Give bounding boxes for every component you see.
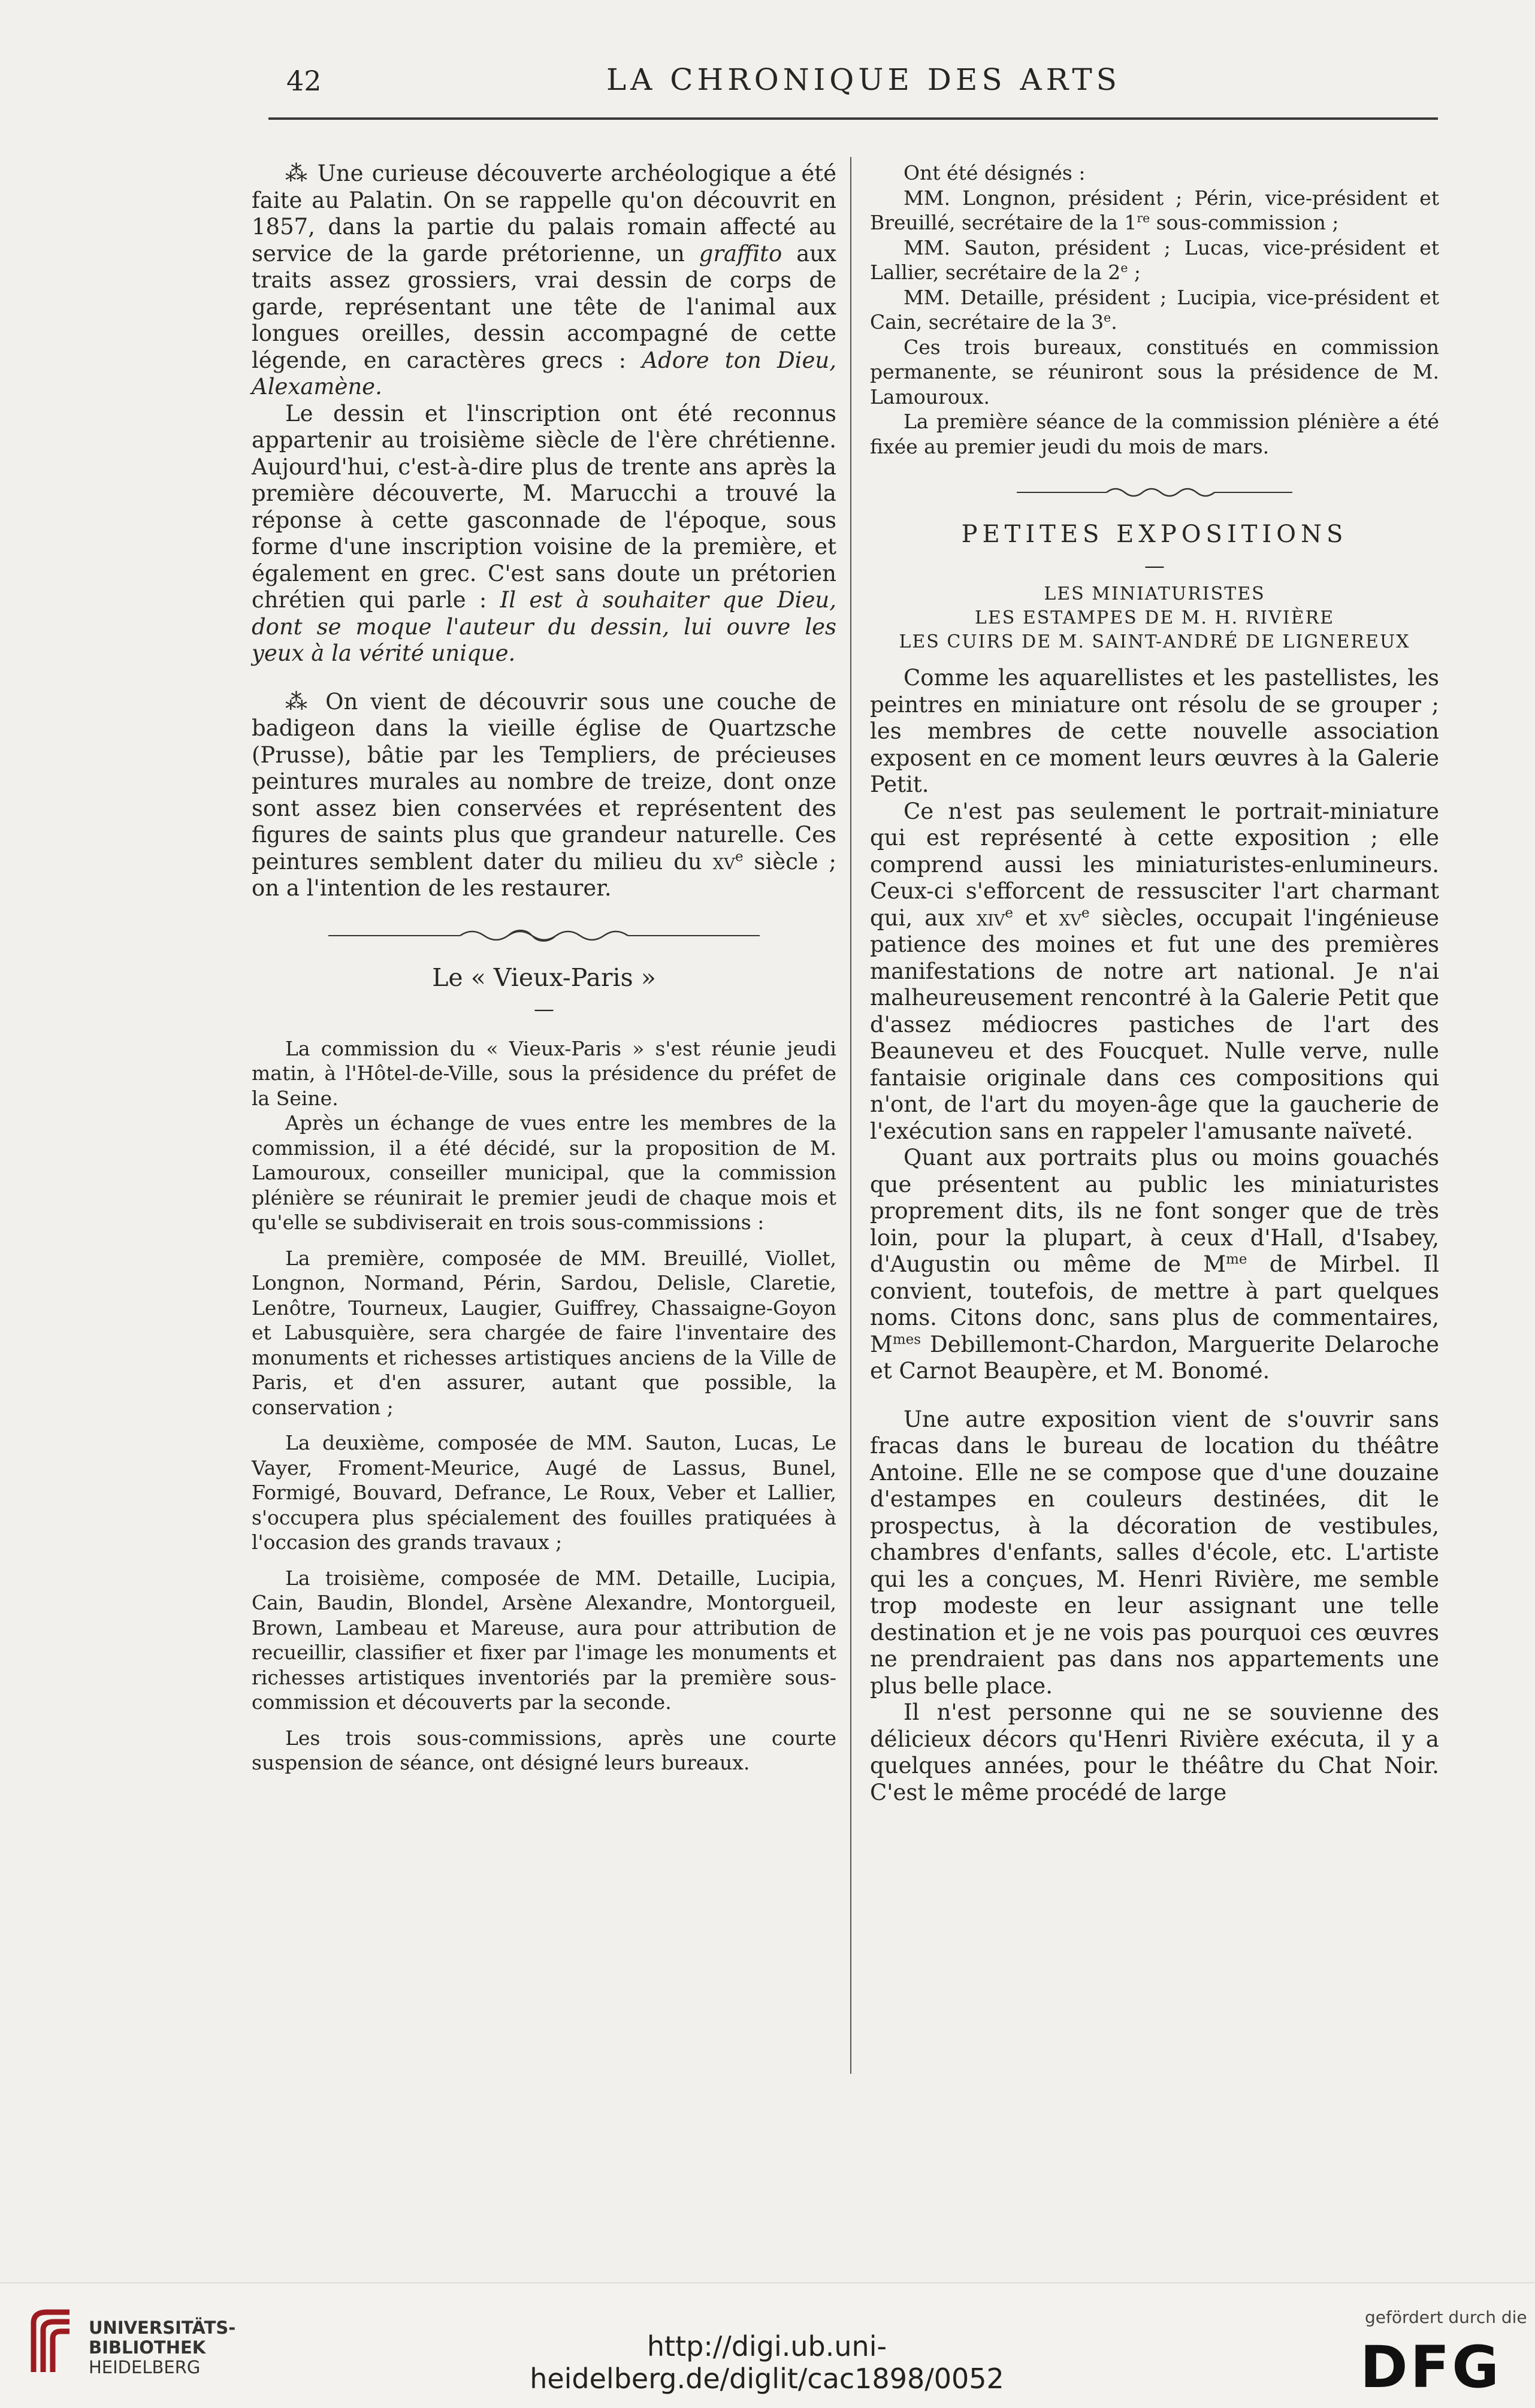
paragraph-estampes: Une autre exposition vient de s'ouvrir sans fracas dans le bureau de location du théâtre Antoine. Elle ne se compose que d'une douzaine d'estampes en couleurs destinées, dit le prospectus, à la décoration de vestibules, chambres d'enfants, salles d'école, etc. L'artiste qui les a conçues, M. Henri Rivière, me semble trop modeste en leur assignant une telle destination et je ne vois pas pourquoi ces œuvres ne prendraient pas dans nos appartements une plus belle place. <box>870 1406 1439 1699</box>
subheading-estampes: LES ESTAMPES DE M. H. RIVIÈRE <box>974 607 1335 628</box>
paragraph-bureau-2: MM. Sauton, président ; Lucas, vice-président et Lallier, secrétaire de la 2e ; <box>870 235 1439 284</box>
paragraph-premiere: La première, composée de MM. Breuillé, Viollet, Longnon, Normand, Périn, Sardou, Delisle, Claretie, Lenôtre, Tourneux, Laugier, Guiffrey, Chassaigne-Goyon et Labusquière, sera chargée de faire l'inventaire des monuments et richesses artistiques anciens de la Ville de Paris, et d'en assurer, autant que possible, la conservation ; <box>252 1246 836 1419</box>
university-library-name: UNIVERSITÄTS- BIBLIOTHEK HEIDELBERG <box>89 2318 236 2377</box>
viewer-footer <box>0 2282 1535 2408</box>
paragraph-enlumineurs: Ce n'est pas seulement le portrait-miniature qui est représenté à cette exposition ; elle comprend aussi les miniaturistes-enlumineurs. Ceux-ci s'efforcent de ressusciter l'art charmant qui, aux xiv$^e$ et $xv^e$ siècles, occupait l'ingénieuse patience des moines et fut une des premières manifestations de notre art national. Je n'ai malheureusement rencontré à la Galerie Petit que d'assez médiocres pastiches de l'art des Beauneveu et des Foucquet. Nulle verve, nulle fantaisie originale dans ces compositions qui n'ont, de l'art du moyen-âge que la gaucherie de l'exécution sans en rappeler l'amusante naïveté. <box>870 798 1439 1144</box>
right-column <box>870 161 1439 1806</box>
paragraph-bureaux: Les trois sous-commissions, après une courte suspension de séance, ont désigné leurs bureaux. <box>252 1726 836 1774</box>
paragraph-quartzsche: ⁂ On vient de découvrir sous une couche de badigeon dans la vieille église de Quartzsche (Prusse), bâtie par les Templiers, de précieuses peintures murales au nombre de treize, dont onze sont assez bien conservées et représentent des figures de saints plus que grandeur naturelle. Ces peintures semblent dater du milieu du $xv^e$ siècle ; on a l'intention de les restaurer. <box>252 688 836 901</box>
paragraph-decision: Après un échange de vues entre les membres de la commission, il a été décidé, sur la proposition de M. Lamouroux, conseiller municipal, que la commission plénière se réunirait le premier jeudi de chaque mois et qu'elle se subdiviserait en trois sous-commissions : <box>252 1111 836 1234</box>
section-dash: — <box>534 997 554 1021</box>
paragraph-chat-noir: Il n'est personne qui ne se souvienne des délicieux décors qu'Henri Rivière exécuta, il y a quelques années, pour le théâtre du Chat Noir. C'est le même procédé de large <box>870 1699 1439 1805</box>
paragraph-aquarellistes: Comme les aquarellistes et les pastellistes, les peintres en miniature ont résolu de se grouper ; les membres de cette nouvelle association exposent en ce moment leurs œuvres à la Galerie Petit. <box>870 665 1439 797</box>
sponsor-label: gefördert durch die <box>1365 2307 1527 2327</box>
paragraph-marucchi: Le dessin et l'inscription ont été reconnus appartenir au troisième siècle de l'ère chrétienne. Aujourd'hui, c'est-à-dire plus de trente ans après la première découverte, M. Marucchi a trouvé la réponse à cette gasconnade de l'époque, sous forme d'une inscription voisine de la première, et également en grec. C'est sans doute un prétorien chrétien qui parle : Il est à souhaiter que Dieu, dont se moque l'auteur du dessin, lui ouvre les yeux à la vérité unique. <box>252 400 836 666</box>
permalink-url[interactable]: http://digi.ub.uni-heidelberg.de/diglit/cac1898/0052 <box>530 2330 1004 2395</box>
ornament-divider <box>252 924 836 956</box>
ornament-divider-right <box>870 480 1439 513</box>
section-dash-right: — <box>1144 554 1165 578</box>
running-title: LA CHRONIQUE DES ARTS <box>606 62 1121 97</box>
section-title-vieux-paris: Le « Vieux-Paris » <box>432 963 656 992</box>
left-column <box>252 161 836 1775</box>
paragraph-deuxieme: La deuxième, composée de MM. Sauton, Lucas, Le Vayer, Froment-Meurice, Augé de Lassus, Bunel, Formigé, Bouvard, Defrance, Le Roux, Veber et Lallier, s'occupera plus spécialement des fouilles pratiquées à l'occasion des grands travaux ; <box>252 1431 836 1554</box>
paragraph-bureau-1: MM. Longnon, président ; Périn, vice-président et Breuillé, secrétaire de la 1re sous-commission ; <box>870 186 1439 234</box>
paragraph-troisieme: La troisième, composée de MM. Detaille, Lucipia, Cain, Baudin, Blondel, Arsène Alexandre, Montorgueil, Brown, Lambeau et Mareuse, aura pour attribution de recueillir, classifier et fixer par l'image les monuments et richesses artistiques inventoriés par la première sous-commission et découverts par la seconde. <box>252 1566 836 1714</box>
paragraph-seance: La première séance de la commission plénière a été fixée au premier jeudi du mois de mars. <box>870 410 1439 458</box>
subheading-miniaturistes: LES MINIATURISTES <box>1044 583 1265 604</box>
paragraph-commission: La commission du « Vieux-Paris » s'est réunie jeudi matin, à l'Hôtel-de-Ville, sous la présidence du préfet de la Seine. <box>252 1036 836 1110</box>
header-rule <box>268 117 1438 120</box>
university-library-logo-icon <box>23 2305 80 2379</box>
section-title-petites-expositions: PETITES EXPOSITIONS <box>961 521 1348 548</box>
dfg-logo: DFG <box>1360 2334 1502 2401</box>
column-divider <box>850 157 851 2074</box>
paragraph-designes: Ont été désignés : <box>904 161 1086 184</box>
page-number: 42 <box>286 65 322 97</box>
paragraph-permanente: Ces trois bureaux, constitués en commission permanente, se réuniront sous la présidence de M. Lamouroux. <box>870 335 1439 409</box>
paragraph-bureau-3: MM. Detaille, président ; Lucipia, vice-président et Cain, secrétaire de la 3e. <box>870 285 1439 334</box>
paragraph-palatin: ⁂ Une curieuse découverte archéologique a été faite au Palatin. On se rappelle qu'on découvrit en 1857, dans la partie du palais romain affecté au service de la garde prétorienne, un graffito aux traits assez grossiers, vrai dessin de corps de garde, représentant une tête de l'animal aux longues oreilles, dessin accompagné de cette légende, en caractères grecs : Adore ton Dieu, Alexamène. <box>252 161 837 400</box>
subheading-cuirs: LES CUIRS DE M. SAINT-ANDRÉ DE LIGNEREUX <box>899 631 1410 652</box>
paragraph-portraits: Quant aux portraits plus ou moins gouachés que présentent au public les miniaturistes proprement dits, ils ne font songer que de très loin, pour la plupart, à ceux d'Hall, d'Isabey, d'Augustin ou même de $M^{me}$ de Mirbel. Il convient, toutefois, de mettre à part quelques noms. Citons donc, sans plus de commentaires, $M^{mes}$ Debillemont-Chardon, Marguerite Delaroche et Carnot Beaupère, et M. Bonomé. <box>870 1145 1439 1384</box>
